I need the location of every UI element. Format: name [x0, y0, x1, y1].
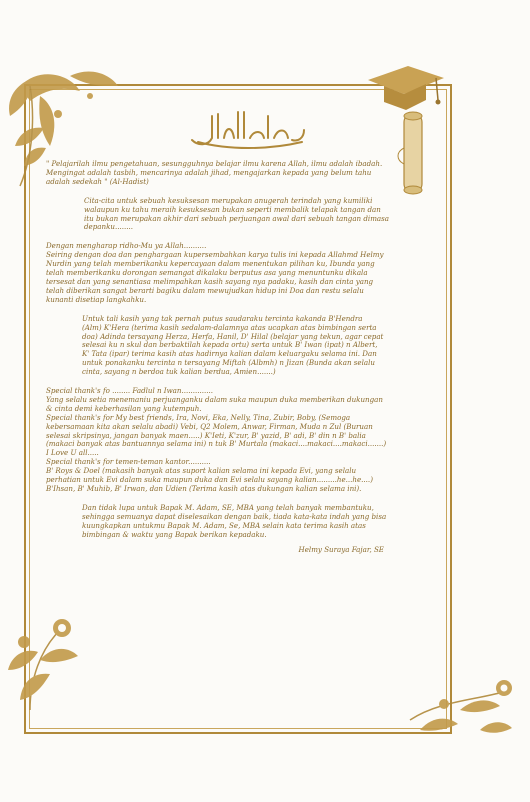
- dedication-line: Dengan mengharap ridho-Mu ya Allah..........: [46, 241, 207, 251]
- closing-line: kuungkapkan untukmu Bapak M. Adam, Se, MBA selain kata terima kasih atas: [82, 520, 366, 530]
- poem-line: depanku........: [84, 222, 133, 232]
- poem-line: itu bukan merupakan akhir dari sebuah perjuangan awal dari sebuah tangan dimasa: [84, 213, 390, 223]
- quote-line: Mengingat adalah tasbih, mencarinya adalah jihad, mengajarkan kepada yang belum tahu: [46, 167, 372, 177]
- closing-line: Dan tidak lupa untuk Bapak M. Adam, SE, MBA yang telah banyak membantuku,: [82, 502, 374, 512]
- dedication-line: Nurdin yang telah memberikanku kepercayaan dalam menentukan pilihan ku, Ibunda yang: [46, 259, 375, 269]
- closing-line: sehingga semuanya dapat diselesaikan dengan baik, tiada kata-kata indah yang bisa: [82, 511, 387, 521]
- flower-ornament-icon: [400, 660, 530, 750]
- poem-line: walaupun ku tahu meraih kesuksesan bukan seperti membalik telapak tangan dan: [84, 204, 381, 214]
- closing-block: [82, 504, 424, 540]
- thanks-line: Yang selalu setia menemaniu perjuanganku dalam suka maupun duka memberikan dukungan: [46, 394, 383, 404]
- family-line: untuk ponakanku tercinta n tersayang Miftah (Albmh) n Jizan (Bunda akan selalu: [82, 358, 375, 368]
- family-line: doa) Adinda tersayang Herza, Herfa, Hanil, D' Hilal (belajar yang tekun, agar cepat: [82, 331, 384, 341]
- basmala-calligraphy-icon: [188, 106, 308, 150]
- thanks-line: & cinta demi keberhasilan yang kutempuh.: [46, 403, 202, 413]
- thanks-block: [46, 387, 424, 494]
- family-line: Untuk tali kasih yang tak pernah putus saudaraku tercinta kakanda B'Hendra: [82, 313, 363, 323]
- dedication-line: Seiring dengan doa dan penghargaan kupersembahkan karya tulis ini kepada Allahmd Helmy: [46, 250, 384, 260]
- poem-block: [84, 197, 424, 233]
- poem-line: Cita-cita untuk sebuah kesuksesan merupakan anugerah terindah yang kumiliki: [84, 195, 373, 205]
- family-block: [82, 315, 424, 377]
- thanks-line: perhatian untuk Evi dalam suka maupun duka dan Evi selalu sayang kalian.........he...he....): [46, 475, 373, 485]
- thanks-line: selesai skripsinya, jangan banyak maen.....) K'Ieti, K'zur, B' yazid, B' adi, B' din n B' balia: [46, 430, 366, 440]
- thanks-line: (makaci banyak atas bantuannya selama ini) n tuk B' Murtala (makaci....makaci....makaci.......): [46, 439, 387, 449]
- quote-block: [46, 160, 424, 187]
- quote-line: adalah sedekah " (Al-Hadist): [46, 176, 149, 186]
- dedication-line: telah diberikan sangat berarti bagiku dalam mewujudkan hidup ini Doa dan restu selalu: [46, 285, 364, 295]
- flower-ornament-icon: [0, 600, 110, 720]
- thanks-line: Special thank's for My best friends, Ira, Novi, Eka, Nelly, Tina, Zubir, Boby, (Semoga: [46, 412, 351, 422]
- thanks-line: B'Ihsan, B' Muhib, B' Irwan, dan Udien (Terima kasih atas dukungan kalian selama ini).: [46, 484, 362, 493]
- document-text: [46, 160, 424, 554]
- quote-line: " Pelajarilah ilmu pengetahuan, sesungguhnya belajar ilmu karena Allah, ilmu adalah ibadah.: [46, 159, 383, 168]
- thanks-line: Special thank's fo ........ Fadlul n Iwan..............: [46, 386, 214, 396]
- family-line: K' Tata (ipar) terima kasih atas hadirnya kalian dalam keluargaku selama ini. Dan: [82, 349, 377, 359]
- thanks-line: B' Roys & Doel (makasih banyak atas suport kalian selama ini kepada Evi, yang selalu: [46, 466, 357, 476]
- thanks-line: Special thank's for temen-teman kantor..........: [46, 457, 211, 467]
- family-line: selesai ku n skul dan berbaktilah kepada ortu) serta untuk B' Iwan (ipat) n Albert,: [82, 340, 378, 350]
- dedication-block: [46, 242, 424, 304]
- dedication-line: telah memberikanku dorongan semangat dikalaku berputus asa yang menuntunku dikala: [46, 268, 368, 278]
- family-line: (Alm) K'Hera (terima kasih sedalam-dalamnya atas ucapkan atas bimbingan serta: [82, 322, 377, 332]
- dedication-line: tersesat dan yang senantiasa melimpahkan kasih sayang nya padaku, kasih dan cinta yang: [46, 276, 374, 286]
- thanks-line: I Love U all.....: [46, 448, 99, 458]
- closing-line: bimbingan & waktu yang Bapak berikan kepadaku.: [82, 529, 267, 539]
- dedication-line: kunanti disetiap langkahku.: [46, 294, 147, 304]
- thanks-line: kebersamaan kita akan selalu abadi) Vebi, Q2 Molem, Anwar, Firman, Muda n Zul (Buruan: [46, 421, 373, 431]
- family-line: cinta, sayang n berdoa tuk kalian berdua, Amien.......): [82, 367, 276, 377]
- signature: Helmy Suraya Fajar, SE: [298, 544, 384, 554]
